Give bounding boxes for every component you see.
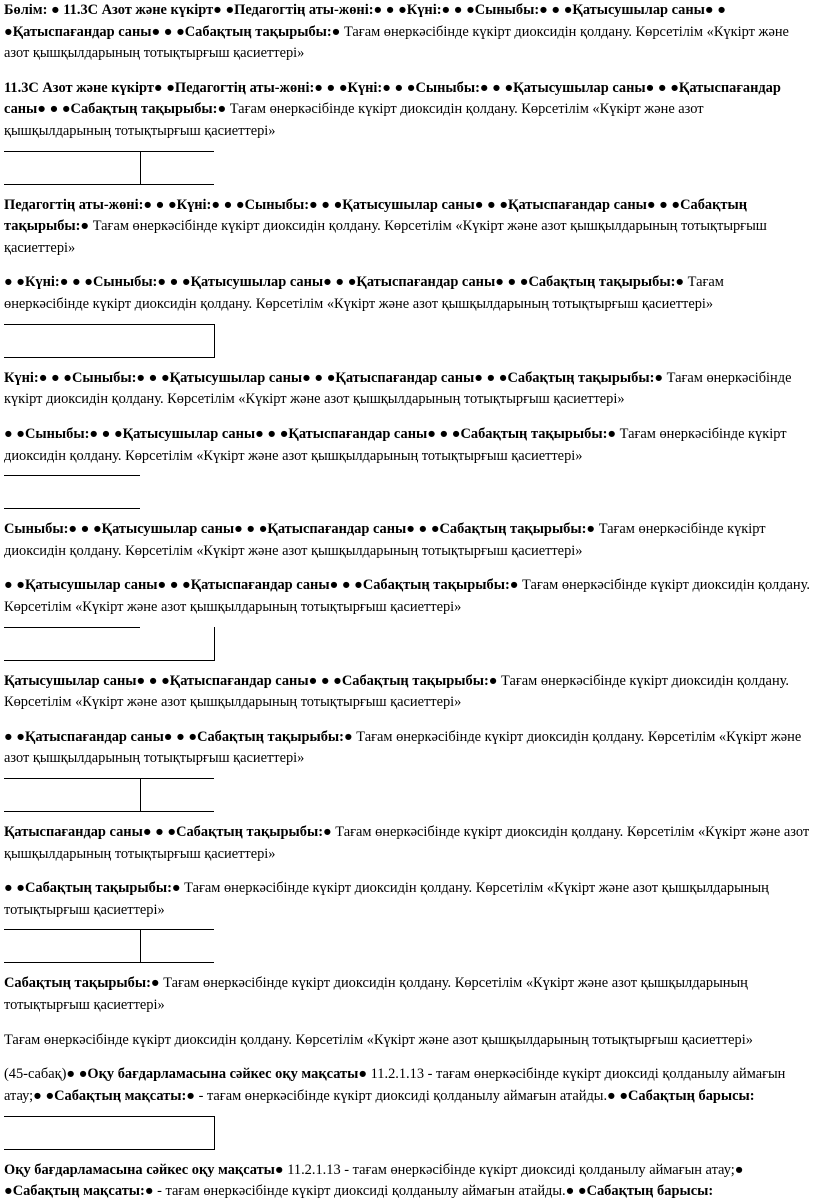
paragraph-15 [4,1064,812,1107]
paragraph-8-text: Тағам өнеркәсібінде күкірт диоксидін қолдану. Көрсетілім «Күкірт және азот қышқылдарының тотықтырғыш қасиеттері» [4,577,810,615]
table-rule-top [4,929,214,930]
paragraph-15-bold-3: ●Сабақтың барысы: [619,1087,755,1104]
paragraph-14-text: Тағам өнеркәсібінде күкірт диоксидін қолдану. Көрсетілім «Күкірт және азот қышқылдарының тотықтырғыш қасиеттері» [4,1031,753,1048]
paragraph-3-bold: Педагогтің аты-жөні:● ● ●Күні:● ● ●Сыныбы:● ● ●Қатысушылар саны● ● ●Қатыспағандар саны● ● ●Сабақтың тақырыбы:● [4,196,747,235]
table-rule-bottom [4,962,214,963]
table-cell-divider [214,324,215,358]
paragraph-14 [4,1030,812,1052]
paragraph-2-bold: 11.3С Азот және күкірт● ●Педагогтің аты-жөні:● ● ●Күні:● ● ●Сыныбы:● ● ●Қатысушылар саны● ● ●Қатыспағандар саны● ● ●Сабақтың тақырыбы:● [4,79,781,118]
paragraph-4-text: Тағам өнеркәсібінде күкірт диоксидін қолдану. Көрсетілім «Күкірт және азот қышқылдарының тотықтырғыш қасиеттері» [4,274,724,313]
table-rule-top [4,151,214,152]
paragraph-5-bold: Күні:● ● ●Сыныбы:● ● ●Қатысушылар саны● ● ●Қатыспағандар саны● ● ●Сабақтың тақырыбы:● [4,369,664,386]
table-rule-bottom [4,660,214,661]
paragraph-2 [4,78,812,143]
paragraph-12-text: Тағам өнеркәсібінде күкірт диоксидін қолдану. Көрсетілім «Күкірт және азот қышқылдарының тотықтырғыш қасиеттері» [4,880,769,918]
paragraph-3-text: Тағам өнеркәсібінде күкірт диоксидін қолдану. Көрсетілім «Күкірт және азот қышқылдарының тотықтырғыш қасиеттері» [4,218,767,256]
table-rule-bottom [4,357,214,358]
paragraph-9 [4,671,812,714]
paragraph-6 [4,424,812,467]
paragraph-6-text: Тағам өнеркәсібінде күкірт диоксидін қолдану. Көрсетілім «Күкірт және азот қышқылдарының тотықтырғыш қасиеттері» [4,425,787,464]
empty-table-2 [4,324,812,358]
paragraph-5-text: Тағам өнеркәсібінде күкірт диоксидін қолдану. Көрсетілім «Күкірт және азот қышқылдарының тотықтырғыш қасиеттері» [4,369,792,408]
paragraph-4-bold: ● ●Күні:● ● ●Сыныбы:● ● ●Қатысушылар саны● ● ●Қатыспағандар саны● ● ●Сабақтың тақырыбы:● [4,274,685,291]
table-cell-divider [140,151,141,185]
paragraph-11-bold: Қатыспағандар саны● ● ●Сабақтың тақырыбы:● [4,824,332,841]
paragraph-16-bold-2: ●Сабақтың мақсаты:● [4,1183,154,1200]
paragraph-13-bold: Сабақтың тақырыбы:● [4,975,160,992]
paragraph-13-text: Тағам өнеркәсібінде күкірт диоксидін қолдану. Көрсетілім «Күкірт және азот қышқылдарының тотықтырғыш қасиеттері» [4,975,748,1014]
table-rule-bottom [4,184,214,185]
paragraph-8 [4,575,812,618]
paragraph-15-lead: (45-сабақ)● [4,1066,79,1083]
empty-table-7 [4,1116,812,1150]
paragraph-12-bold: ● ●Сабақтың тақырыбы:● [4,880,181,897]
paragraph-1-bold: Бөлім: ● 11.3С Азот және күкірт● ●Педагогтің аты-жөні:● ● ●Күні:● ● ●Сыныбы:● ● ●Қатысушылар саны● ● ●Қатыспағандар саны● ● ●Сабақтың тақырыбы:● [4,2,726,40]
empty-table-5 [4,778,812,812]
empty-table-3 [4,475,812,509]
paragraph-10-text: Тағам өнеркәсібінде күкірт диоксидін қолдану. Көрсетілім «Күкірт және азот қышқылдарының тотықтырғыш қасиеттері» [4,728,802,767]
paragraph-7-bold: Сыныбы:● ● ●Қатысушылар саны● ● ●Қатыспағандар саны● ● ●Сабақтың тақырыбы:● [4,521,596,538]
paragraph-16-text: 11.2.1.13 - тағам өнеркәсібінде күкірт диоксиді қолданылу аймағын атау;● [283,1161,744,1178]
paragraph-16 [4,1160,812,1203]
paragraph-15-bold-2: ●Сабақтың мақсаты:● [45,1087,195,1104]
paragraph-11 [4,822,812,865]
paragraph-16-bold: Оқу бағдарламасына сәйкес оқу мақсаты● [4,1161,284,1178]
table-rule-top [4,778,214,779]
paragraph-2-text: Тағам өнеркәсібінде күкірт диоксидін қолдану. Көрсетілім «Күкірт және азот қышқылдарының тотықтырғыш қасиеттері» [4,101,704,140]
table-cell-divider [214,627,215,661]
table-cell-divider [140,778,141,812]
paragraph-1 [4,0,812,65]
empty-table-4 [4,627,812,661]
table-rule-top [4,475,140,476]
table-rule-top [4,1116,214,1117]
paragraph-15-text-2: - тағам өнеркәсібінде күкірт диоксиді қолданылу аймағын атайды.● [194,1087,620,1104]
empty-table-1 [4,151,812,185]
paragraph-15-bold: ●Оқу бағдарламасына сәйкес оқу мақсаты● [78,1066,368,1083]
table-rule-bottom [4,811,214,812]
paragraph-16-bold-3: ●Сабақтың барысы: [577,1183,714,1200]
paragraph-4 [4,272,812,315]
paragraph-9-text: Тағам өнеркәсібінде күкірт диоксидін қолдану. Көрсетілім «Күкірт және азот қышқылдарының тотықтырғыш қасиеттері» [4,672,790,711]
paragraph-10-bold: ● ●Қатыспағандар саны● ● ●Сабақтың тақырыбы:● [4,728,353,745]
paragraph-16-text-2: - тағам өнеркәсібінде күкірт диоксиді қолданылу аймағын атайды.● [153,1183,578,1200]
table-cell-divider [140,929,141,963]
table-rule-bottom [4,508,140,509]
paragraph-1-text: Тағам өнеркәсібінде күкірт диоксидін қолдану. Көрсетілім «Күкірт және азот қышқылдарының тотықтырғыш қасиеттері» [4,23,789,62]
paragraph-5 [4,368,812,411]
paragraph-7 [4,519,812,562]
paragraph-12 [4,878,812,921]
paragraph-7-text: Тағам өнеркәсібінде күкірт диоксидін қолдану. Көрсетілім «Күкірт және азот қышқылдарының тотықтырғыш қасиеттері» [4,521,766,559]
table-rule-bottom [4,1149,214,1150]
paragraph-6-bold: ● ●Сыныбы:● ● ●Қатысушылар саны● ● ●Қатыспағандар саны● ● ●Сабақтың тақырыбы:● [4,425,617,442]
paragraph-10 [4,727,812,770]
paragraph-15-text: 11.2.1.13 - тағам өнеркәсібінде күкірт диоксиді қолданылу аймағын атау;● [4,1066,786,1104]
table-rule-top [4,627,140,628]
table-cell-divider [214,1116,215,1150]
empty-table-6 [4,929,812,963]
paragraph-9-bold: Қатысушылар саны● ● ●Қатыспағандар саны● ● ●Сабақтың тақырыбы:● [4,672,498,689]
table-rule-top [4,324,214,325]
paragraph-8-bold: ● ●Қатысушылар саны● ● ●Қатыспағандар саны● ● ●Сабақтың тақырыбы:● [4,577,519,594]
paragraph-13 [4,973,812,1016]
paragraph-11-text: Тағам өнеркәсібінде күкірт диоксидін қолдану. Көрсетілім «Күкірт және азот қышқылдарының тотықтырғыш қасиеттері» [4,824,810,862]
paragraph-3 [4,195,812,260]
